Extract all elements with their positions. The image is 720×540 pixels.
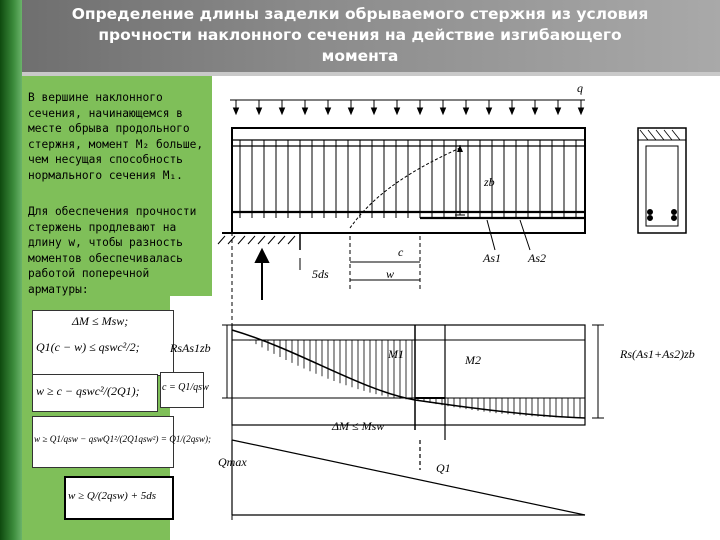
label-qmax: Qmax <box>218 455 247 469</box>
formula-w-c: w ≥ c − qswc²/(2Q1); <box>36 384 140 398</box>
paragraph-extension: Для обеспечения прочности стержень продлевают на длину w, чтобы разность моментов обеспечивалась работой поперечной арматуры: <box>28 205 197 296</box>
label-5ds: 5ds <box>312 267 329 281</box>
load-arrowhead <box>395 108 400 114</box>
label-dm-msw: ΔM ≤ Msw <box>332 419 385 433</box>
load-arrowhead <box>464 108 469 114</box>
paragraph-moment: В вершине наклонного сечения, начинающемся в месте обрыва продольного стержня, момент M₂ больше, чем несущая способность нормального сечения M₁. <box>28 91 204 182</box>
label-as1: As1 <box>483 251 501 265</box>
support <box>218 233 300 250</box>
label-w: w <box>386 267 395 281</box>
load-arrowhead <box>556 108 561 114</box>
load-arrowhead <box>303 108 308 114</box>
distributed-load <box>230 100 585 114</box>
load-arrowhead <box>257 108 262 114</box>
formula-dm-msw: ΔM ≤ Msw; <box>72 314 129 328</box>
label-q1: Q1 <box>436 461 451 475</box>
load-arrowhead <box>487 108 492 114</box>
label-c: c <box>398 245 404 259</box>
load-arrowhead <box>349 108 354 114</box>
reaction-arrow <box>256 250 268 300</box>
label-q: q <box>577 81 583 95</box>
moment-diagram <box>232 232 585 520</box>
formula-q1-balance: Q1(c − w) ≤ qswc²/2; <box>36 340 140 354</box>
load-arrowhead <box>372 108 377 114</box>
load-arrowhead <box>280 108 285 114</box>
shear-diagram <box>232 440 585 515</box>
label-as2: As2 <box>528 251 546 265</box>
load-arrowhead <box>441 108 446 114</box>
load-arrowhead <box>418 108 423 114</box>
load-arrowhead <box>579 108 584 114</box>
beam-body <box>232 128 585 233</box>
load-arrowhead <box>510 108 515 114</box>
formula-c-def: c = Q1/qsw <box>162 382 209 393</box>
formula-w-final: w ≥ Q/(2qsw) + 5ds <box>68 490 157 502</box>
load-arrowhead <box>234 108 239 114</box>
load-arrowhead <box>326 108 331 114</box>
label-m2: M2 <box>465 353 481 367</box>
slide-title: Определение длины заделки обрываемого стержня из условия прочности наклонного сечения на действие изгибающего момента <box>71 5 649 65</box>
label-m1: M1 <box>388 347 404 361</box>
label-rsas1zb: RsAs1zb <box>170 341 211 355</box>
load-arrowhead <box>533 108 538 114</box>
label-zb: zb <box>484 175 495 189</box>
formula-w-derived: w ≥ Q1/qsw − qswQ1²/(2Q1qsw²) = Q1/(2qsw); <box>34 434 212 444</box>
cross-section <box>638 128 686 233</box>
moment-bracket-left <box>222 325 604 418</box>
label-rs-as1-as2-zb: Rs(As1+As2)zb <box>620 347 695 361</box>
